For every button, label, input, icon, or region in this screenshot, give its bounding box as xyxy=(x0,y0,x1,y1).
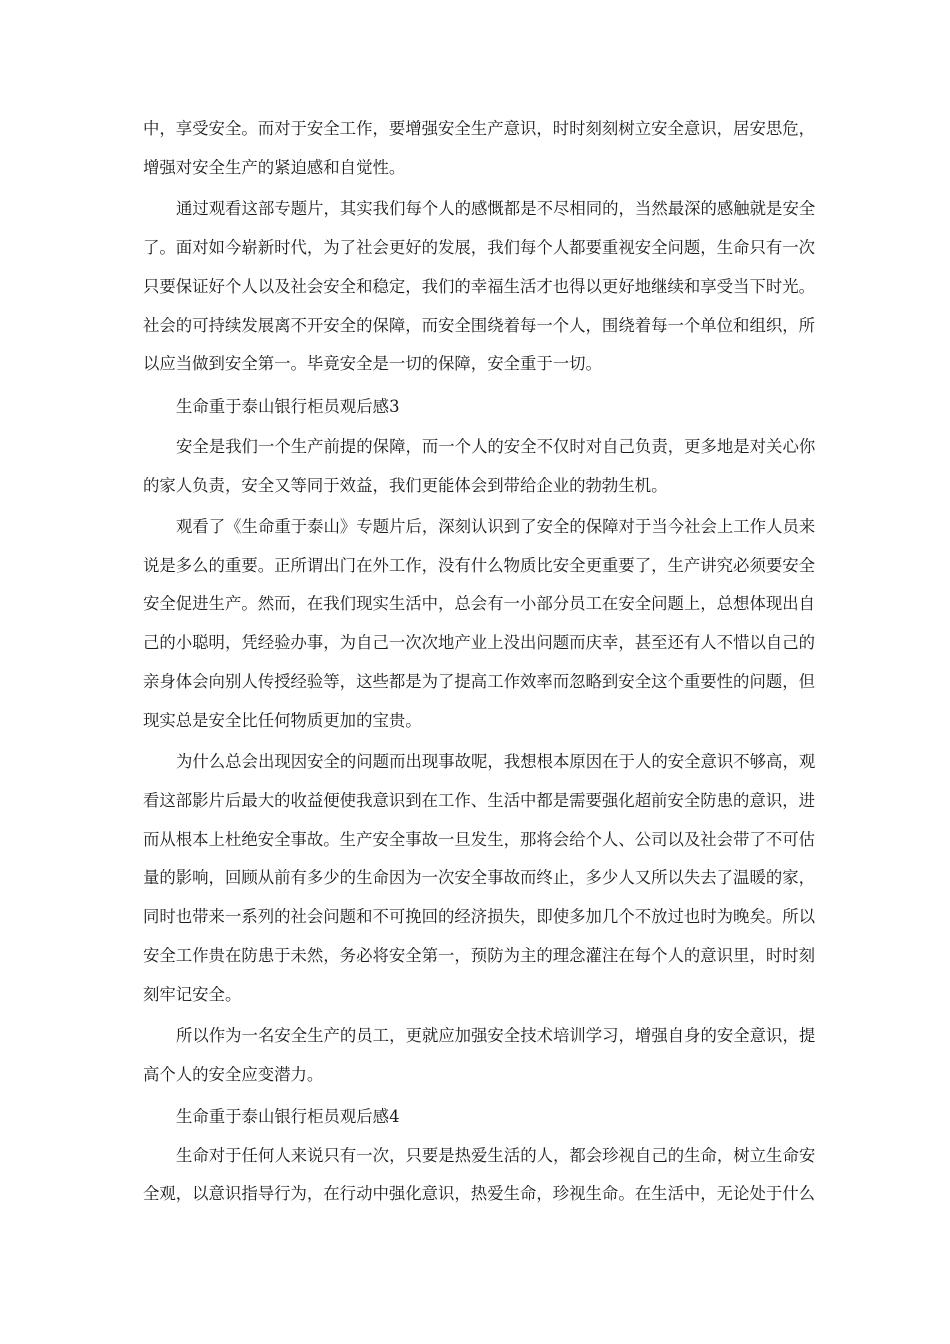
line-text: 说是多么的重要。正所谓出门在外工作，没有什么物质比安全更重要了，生产讲究必须要安全 xyxy=(143,556,816,575)
line-text: 中，享受安全。而对于安全工作，要增强安全生产意识，时时刻刻树立安全意识，居安思危， xyxy=(143,119,816,138)
line-text: 高个人的安全应变潜力。 xyxy=(143,1065,324,1084)
line-text: 量的影响，回顾从前有多少的生命因为一次安全事故而终止，多少人又所以失去了温暖的家， xyxy=(143,868,816,887)
line-text: 安全是我们一个生产前提的保障，而一个人的安全不仅时对自己负责，更多地是对关心你 xyxy=(176,437,816,456)
line-text: 通过观看这部专题片，其实我们每个人的感慨都是不尽相同的，当然最深的感触就是安全 xyxy=(176,199,816,218)
line-text: 同时也带来一系列的社会问题和不可挽回的经济损失，即使多加几个不放过也时为晚矣。所以 xyxy=(143,907,816,926)
line-text: 看这部影片后最大的收益便使我意识到在工作、生活中都是需要强化超前安全防患的意识，进 xyxy=(143,791,816,810)
line-text: 刻牢记安全。 xyxy=(143,985,242,1004)
line-text: 生命对于任何人来说只有一次，只要是热爱生活的人，都会珍视自己的生命，树立生命安 xyxy=(176,1146,816,1165)
line-text: 安全工作贵在防患于未然，务必将安全第一，预防为主的理念灌注在每个人的意识里，时时刻 xyxy=(143,946,816,965)
line-text: 了。面对如今崭新时代，为了社会更好的发展，我们每个人都要重视安全问题，生命只有一次 xyxy=(143,238,816,257)
line-text: 而从根本上杜绝安全事故。生产安全事故一旦发生，那将会给个人、公司以及社会带了不可估 xyxy=(143,830,816,849)
line-text: 亲身体会向别人传授经验等，这些都是为了提高工作效率而忽略到安全这个重要性的问题，但 xyxy=(143,672,816,691)
heading-text: 生命重于泰山银行柜员观后感3 xyxy=(176,397,400,416)
line-text: 增强对安全生产的紧迫感和自觉性。 xyxy=(143,158,406,177)
line-text: 社会的可持续发展离不开安全的保障，而安全围绕着每一个人，围绕着每一个单位和组织，所 xyxy=(143,316,816,335)
line-text: 己的小聪明，凭经验办事，为自己一次次地产业上没出问题而庆幸，甚至还有人不惜以自己的 xyxy=(143,633,816,652)
line-text: 全观，以意识指导行为，在行动中强化意识，热爱生命，珍视生命。在生活中，无论处于什么 xyxy=(143,1184,816,1203)
line-text: 的家人负责，安全又等同于效益，我们更能体会到带给企业的勃勃生机。 xyxy=(143,476,668,495)
line-text: 安全促进生产。然而，在我们现实生活中，总会有一小部分员工在安全问题上，总想体现出自 xyxy=(143,594,816,613)
line-text: 所以作为一名安全生产的员工，更就应加强安全技术培训学习，增强自身的安全意识，提 xyxy=(176,1026,816,1045)
line-text: 以应当做到安全第一。毕竟安全是一切的保障，安全重于一切。 xyxy=(143,354,602,373)
line-text: 观看了《生命重于泰山》专题片后，深刻认识到了安全的保障对于当今社会上工作人员来 xyxy=(176,517,816,536)
heading-text: 生命重于泰山银行柜员观后感4 xyxy=(176,1107,400,1126)
line-text: 为什么总会出现因安全的问题而出现事故呢，我想根本原因在于人的安全意识不够高，观 xyxy=(176,752,816,771)
line-text: 现实总是安全比任何物质更加的宝贵。 xyxy=(143,711,422,730)
line-text: 只要保证好个人以及社会安全和稳定，我们的幸福生活才也得以更好地继续和享受当下时光。 xyxy=(143,277,816,296)
